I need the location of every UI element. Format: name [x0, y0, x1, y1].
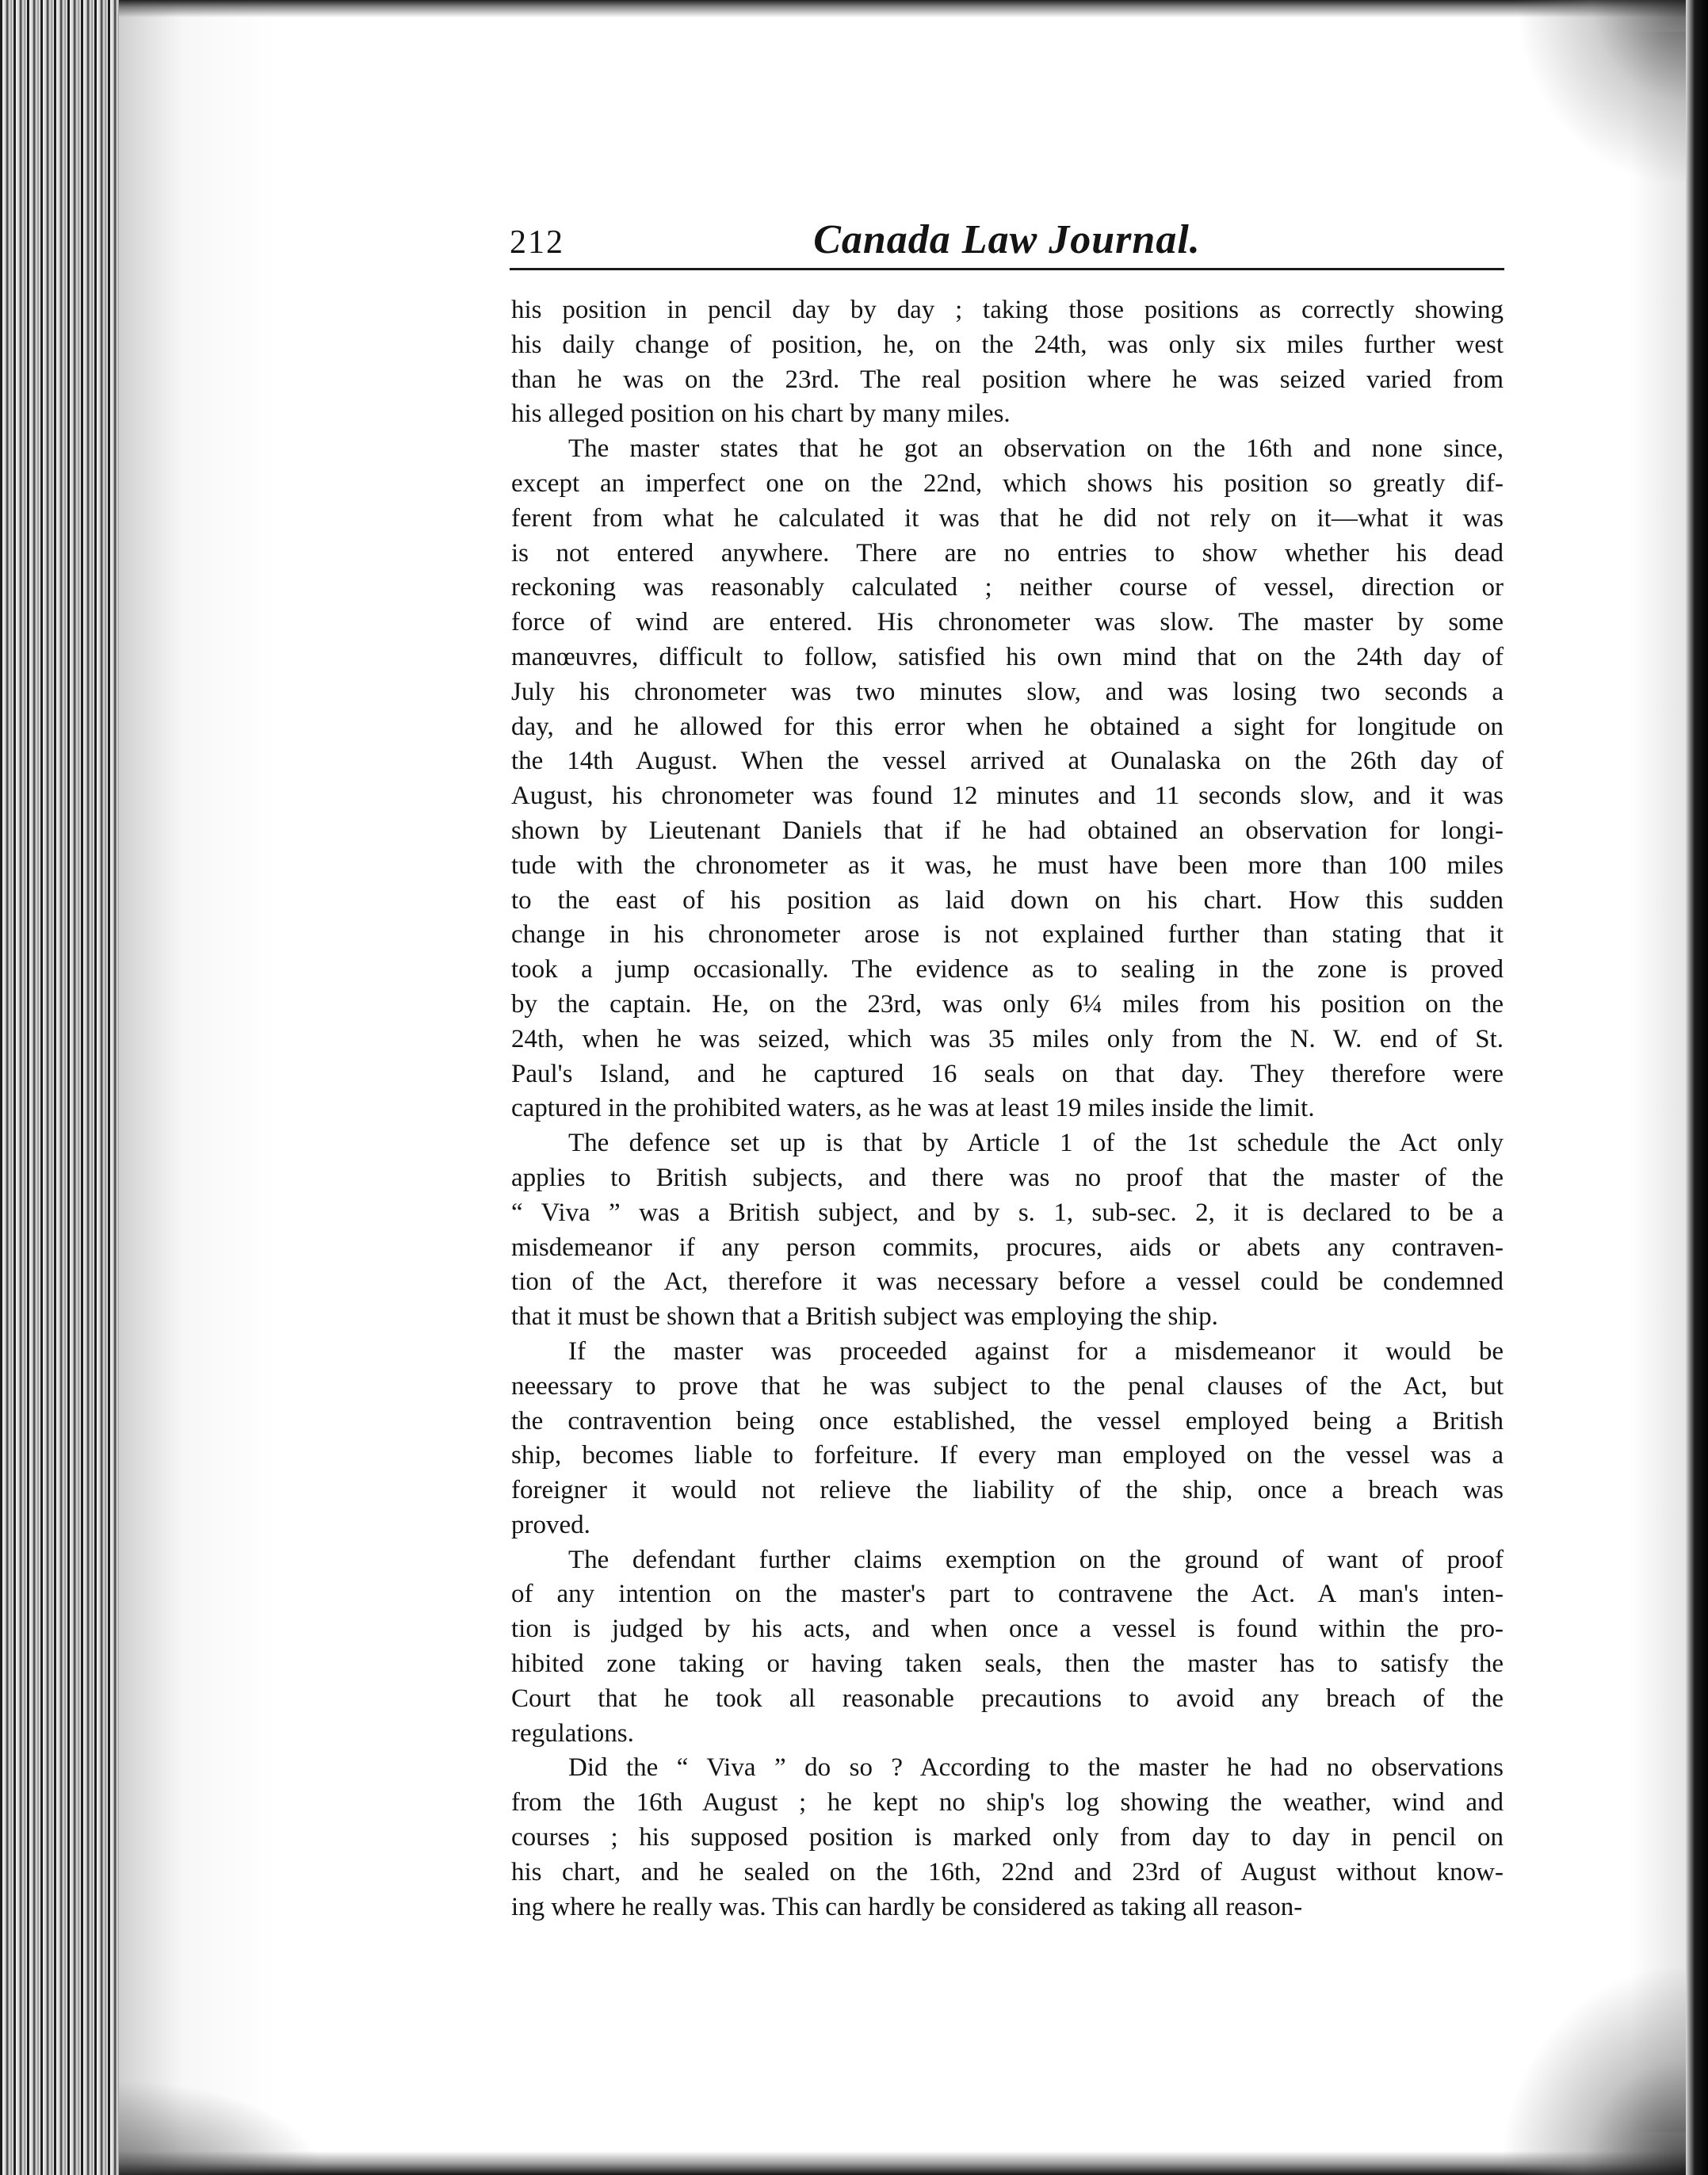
text-line: ferent from what he calculated it was that he did not rely on it—what it was [511, 503, 1504, 533]
text-line: the 14th August. When the vessel arrived at Ounalaska on the 26th day of [511, 747, 1504, 776]
bottom-right-corner-wear [1504, 1969, 1686, 2175]
text-line: August, his chronometer was found 12 minutes and 11 seconds slow, and it was [511, 782, 1504, 811]
running-head [510, 208, 1504, 270]
text-line: neeessary to prove that he was subject to the penal clauses of the Act, but [511, 1371, 1504, 1401]
text-line: is not entered anywhere. There are no entries to show whether his dead [511, 538, 1504, 568]
text-line: his position in pencil day by day ; taking those positions as correctly showing [511, 296, 1504, 324]
text-line: hibited zone taking or having taken seals, then the master has to satisfy the [511, 1649, 1504, 1679]
text-line: tude with the chronometer as it was, he must have been more than 100 miles [511, 851, 1504, 880]
text-line: that it must be shown that a British subject was employing the ship. [511, 1302, 1218, 1332]
text-line: captured in the prohibited waters, as he was at least 19 miles inside the limit. [511, 1094, 1315, 1123]
text-line: ship, becomes liable to forfeiture. If every man employed on the vessel was a [511, 1441, 1504, 1470]
right-page-shade [1630, 32, 1686, 2132]
text-line: “ Viva ” was a British subject, and by s. 1, sub-sec. 2, it is declared to be a [511, 1198, 1504, 1227]
bottom-left-corner-wear [119, 2080, 325, 2175]
text-line: The defendant further claims exemption on the ground of want of proof [568, 1545, 1504, 1574]
text-line: change in his chronometer arose is not explained further than stating that it [511, 920, 1504, 950]
right-page-edge [1686, 0, 1708, 2175]
text-line: applies to British subjects, and there was no proof that the master of the [511, 1163, 1504, 1192]
text-line: took a jump occasionally. The evidence as to sealing in the zone is proved [511, 955, 1504, 984]
text-line: than he was on the 23rd. The real position where he was seized varied from [511, 365, 1504, 394]
journal-title: Canada Law Journal. [813, 217, 1201, 262]
text-line: regulations. [511, 1718, 634, 1748]
text-line: foreigner it would not relieve the liability of the ship, once a breach was [511, 1476, 1504, 1505]
text-line: July his chronometer was two minutes slow, and was losing two seconds a [511, 677, 1504, 706]
text-line: the contravention being once established, the vessel employed being a British [511, 1406, 1504, 1435]
text-line: tion of the Act, therefore it was necessary before a vessel could be condemned [511, 1267, 1504, 1297]
text-line: misdemeanor if any person commits, procures, aids or abets any contraven- [511, 1233, 1504, 1262]
text-line: tion is judged by his acts, and when once a vessel is found within the pro- [511, 1615, 1504, 1644]
text-line: The master states that he got an observation on the 16th and none since, [568, 434, 1504, 464]
text-line: shown by Lieutenant Daniels that if he had obtained an observation for longi- [511, 816, 1504, 845]
text-line: from the 16th August ; he kept no ship's log showing the weather, wind and [511, 1788, 1504, 1818]
text-line: force of wind are entered. His chronometer was slow. The master by some [511, 608, 1504, 637]
text-line: reckoning was reasonably calculated ; neither course of vessel, direction or [511, 573, 1504, 602]
page-number: 212 [510, 224, 564, 261]
book-binding-shadow [0, 0, 119, 2175]
text-line: day, and he allowed for this error when he obtained a sight for longitude on [511, 712, 1504, 741]
text-line: by the captain. He, on the 23rd, was only 6¼ miles from his position on the [511, 989, 1504, 1019]
text-line: except an imperfect one on the 22nd, which shows his position so greatly dif- [511, 468, 1504, 498]
gutter-shadow [119, 0, 277, 2175]
text-line: proved. [511, 1510, 590, 1539]
text-line: ing where he really was. This can hardly be considered as taking all reason- [511, 1892, 1303, 1921]
text-line: to the east of his position as laid down on his chart. How this sudden [511, 885, 1504, 915]
text-line: Paul's Island, and he captured 16 seals on that day. They therefore were [511, 1059, 1504, 1088]
top-page-edge [119, 0, 1686, 17]
text-line: If the master was proceeded against for a misdemeanor it would be [568, 1336, 1504, 1366]
article-body [511, 293, 1504, 1925]
text-line: Did the “ Viva ” do so ? According to the master he had no observations [568, 1753, 1504, 1783]
text-line: of any intention on the master's part to contravene the Act. A man's inten- [511, 1580, 1504, 1609]
bottom-page-edge [119, 2151, 1686, 2175]
text-line: manœuvres, difficult to follow, satisfied his own mind that on the 24th day of [511, 642, 1504, 671]
text-line: Court that he took all reasonable precautions to avoid any breach of the [511, 1684, 1504, 1713]
top-right-corner-wear [1519, 0, 1686, 182]
text-line: his chart, and he sealed on the 16th, 22nd and 23rd of August without know- [511, 1857, 1504, 1886]
text-line: courses ; his supposed position is marked only from day to day in pencil on [511, 1823, 1504, 1852]
text-line: The defence set up is that by Article 1 of the 1st schedule the Act only [568, 1129, 1504, 1158]
text-line: his daily change of position, he, on the 24th, was only six miles further west [511, 330, 1504, 359]
text-line: his alleged position on his chart by many miles. [511, 399, 1011, 429]
text-line: 24th, when he was seized, which was 35 miles only from the N. W. end of St. [511, 1024, 1504, 1053]
